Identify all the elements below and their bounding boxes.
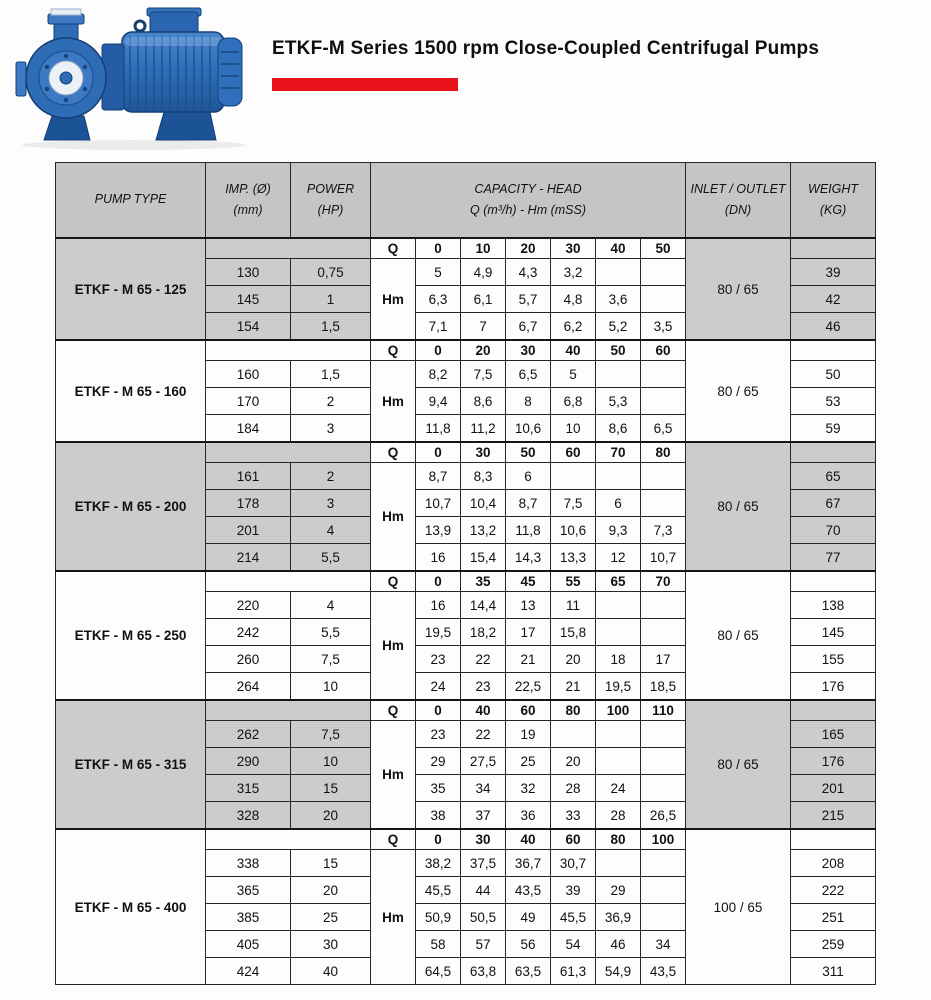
- blank-cell: [791, 238, 876, 259]
- col-header-inlet-outlet: INLET / OUTLET (DN): [686, 163, 791, 239]
- q-header-row: [56, 238, 876, 259]
- header-area: [0, 0, 931, 160]
- q-value-cell: 70: [596, 442, 641, 463]
- pump-type-cell: ETKF - M 65 - 200: [56, 442, 206, 571]
- q-value-cell: 30: [506, 340, 551, 361]
- weight-cell: 46: [791, 313, 876, 341]
- hm-label-cell: Hm: [371, 361, 416, 443]
- capacity-cell: 9,4: [416, 388, 461, 415]
- capacity-cell: 11,2: [461, 415, 506, 443]
- q-header-row: [56, 829, 876, 850]
- capacity-cell: 28: [551, 775, 596, 802]
- power-cell: 5,5: [291, 544, 371, 572]
- capacity-cell: 32: [506, 775, 551, 802]
- power-cell: 10: [291, 748, 371, 775]
- capacity-cell: 23: [416, 721, 461, 748]
- capacity-cell: 46: [596, 931, 641, 958]
- capacity-cell: 5: [551, 361, 596, 388]
- q-header-row: [56, 700, 876, 721]
- capacity-cell: 8,2: [416, 361, 461, 388]
- capacity-cell: 64,5: [416, 958, 461, 985]
- q-value-cell: 0: [416, 238, 461, 259]
- capacity-cell: 6,5: [641, 415, 686, 443]
- impeller-cell: 424: [206, 958, 291, 985]
- power-cell: 4: [291, 517, 371, 544]
- q-value-cell: 65: [596, 571, 641, 592]
- impeller-cell: 160: [206, 361, 291, 388]
- capacity-cell: [641, 259, 686, 286]
- weight-cell: 145: [791, 619, 876, 646]
- capacity-cell: 10,7: [641, 544, 686, 572]
- impeller-cell: 170: [206, 388, 291, 415]
- capacity-cell: 43,5: [641, 958, 686, 985]
- q-value-cell: 80: [596, 829, 641, 850]
- power-cell: 25: [291, 904, 371, 931]
- capacity-cell: 7,3: [641, 517, 686, 544]
- capacity-cell: 13,3: [551, 544, 596, 572]
- hm-label-cell: Hm: [371, 850, 416, 985]
- q-value-cell: 35: [461, 571, 506, 592]
- power-cell: 0,75: [291, 259, 371, 286]
- power-cell: 10: [291, 673, 371, 701]
- capacity-cell: 38,2: [416, 850, 461, 877]
- q-value-cell: 110: [641, 700, 686, 721]
- power-cell: 3: [291, 415, 371, 443]
- capacity-cell: 22,5: [506, 673, 551, 701]
- blank-cell: [791, 829, 876, 850]
- capacity-cell: 36: [506, 802, 551, 830]
- weight-cell: 53: [791, 388, 876, 415]
- col-header-capacity-head: CAPACITY - HEAD Q (m³/h) - Hm (mSS): [371, 163, 686, 239]
- hm-label-cell: Hm: [371, 721, 416, 830]
- capacity-cell: 50,9: [416, 904, 461, 931]
- capacity-cell: 8,7: [506, 490, 551, 517]
- weight-cell: 251: [791, 904, 876, 931]
- capacity-cell: 6,8: [551, 388, 596, 415]
- capacity-cell: [641, 721, 686, 748]
- capacity-cell: 29: [596, 877, 641, 904]
- table-body: [56, 238, 876, 985]
- capacity-cell: 45,5: [416, 877, 461, 904]
- q-value-cell: 55: [551, 571, 596, 592]
- capacity-cell: 7,5: [551, 490, 596, 517]
- table-header-row: [56, 163, 876, 239]
- impeller-cell: 214: [206, 544, 291, 572]
- capacity-cell: 4,9: [461, 259, 506, 286]
- pump-type-cell: ETKF - M 65 - 250: [56, 571, 206, 700]
- pump-type-cell: ETKF - M 65 - 315: [56, 700, 206, 829]
- capacity-cell: 22: [461, 721, 506, 748]
- capacity-cell: 10,6: [551, 517, 596, 544]
- power-cell: 5,5: [291, 619, 371, 646]
- capacity-cell: [551, 463, 596, 490]
- power-cell: 15: [291, 775, 371, 802]
- q-value-cell: 50: [641, 238, 686, 259]
- capacity-cell: 10,6: [506, 415, 551, 443]
- q-value-cell: 45: [506, 571, 551, 592]
- q-value-cell: 60: [506, 700, 551, 721]
- capacity-cell: 38: [416, 802, 461, 830]
- capacity-cell: 15,4: [461, 544, 506, 572]
- col-header-power: POWER (HP): [291, 163, 371, 239]
- q-label-cell: Q: [371, 340, 416, 361]
- weight-cell: 59: [791, 415, 876, 443]
- capacity-cell: [596, 748, 641, 775]
- weight-cell: 42: [791, 286, 876, 313]
- capacity-cell: 13: [506, 592, 551, 619]
- weight-cell: 65: [791, 463, 876, 490]
- capacity-cell: 10: [551, 415, 596, 443]
- weight-cell: 39: [791, 259, 876, 286]
- capacity-cell: 5,7: [506, 286, 551, 313]
- capacity-cell: 54: [551, 931, 596, 958]
- capacity-cell: 12: [596, 544, 641, 572]
- impeller-cell: 315: [206, 775, 291, 802]
- capacity-cell: 36,9: [596, 904, 641, 931]
- q-value-cell: 0: [416, 829, 461, 850]
- capacity-cell: 18: [596, 646, 641, 673]
- q-header-row: [56, 340, 876, 361]
- col-header-impeller: IMP. (Ø) (mm): [206, 163, 291, 239]
- capacity-cell: [596, 463, 641, 490]
- capacity-cell: [596, 721, 641, 748]
- power-cell: 20: [291, 802, 371, 830]
- q-header-row: [56, 442, 876, 463]
- power-cell: 4: [291, 592, 371, 619]
- impeller-cell: 161: [206, 463, 291, 490]
- q-value-cell: 20: [461, 340, 506, 361]
- q-value-cell: 70: [641, 571, 686, 592]
- impeller-cell: 385: [206, 904, 291, 931]
- q-value-cell: 60: [551, 829, 596, 850]
- capacity-cell: 13,9: [416, 517, 461, 544]
- capacity-cell: 11,8: [416, 415, 461, 443]
- impeller-cell: 184: [206, 415, 291, 443]
- capacity-cell: 6,3: [416, 286, 461, 313]
- power-cell: 3: [291, 490, 371, 517]
- capacity-cell: 5,2: [596, 313, 641, 341]
- blank-cell: [206, 829, 371, 850]
- capacity-cell: [641, 619, 686, 646]
- capacity-cell: 4,8: [551, 286, 596, 313]
- capacity-cell: 6,2: [551, 313, 596, 341]
- capacity-cell: 49: [506, 904, 551, 931]
- capacity-cell: 8,7: [416, 463, 461, 490]
- capacity-cell: [641, 748, 686, 775]
- pump-type-cell: ETKF - M 65 - 400: [56, 829, 206, 985]
- capacity-cell: 50,5: [461, 904, 506, 931]
- capacity-cell: 6,5: [506, 361, 551, 388]
- capacity-cell: [641, 775, 686, 802]
- capacity-cell: 34: [641, 931, 686, 958]
- q-value-cell: 100: [596, 700, 641, 721]
- capacity-cell: 33: [551, 802, 596, 830]
- blank-cell: [206, 238, 371, 259]
- q-value-cell: 40: [551, 340, 596, 361]
- q-value-cell: 0: [416, 442, 461, 463]
- capacity-cell: 39: [551, 877, 596, 904]
- capacity-cell: 7,5: [461, 361, 506, 388]
- capacity-cell: 15,8: [551, 619, 596, 646]
- q-value-cell: 30: [551, 238, 596, 259]
- impeller-cell: 290: [206, 748, 291, 775]
- capacity-cell: 6: [596, 490, 641, 517]
- q-value-cell: 50: [596, 340, 641, 361]
- power-cell: 1: [291, 286, 371, 313]
- impeller-cell: 262: [206, 721, 291, 748]
- capacity-cell: 58: [416, 931, 461, 958]
- capacity-cell: [641, 361, 686, 388]
- capacity-cell: 35: [416, 775, 461, 802]
- q-label-cell: Q: [371, 700, 416, 721]
- q-value-cell: 20: [506, 238, 551, 259]
- capacity-cell: 13,2: [461, 517, 506, 544]
- pump-type-cell: ETKF - M 65 - 160: [56, 340, 206, 442]
- inlet-outlet-cell: 100 / 65: [686, 829, 791, 985]
- blank-cell: [206, 442, 371, 463]
- blank-cell: [791, 442, 876, 463]
- capacity-cell: 63,5: [506, 958, 551, 985]
- capacity-cell: 16: [416, 592, 461, 619]
- capacity-cell: 4,3: [506, 259, 551, 286]
- capacity-cell: 29: [416, 748, 461, 775]
- capacity-cell: [641, 463, 686, 490]
- capacity-cell: 7: [461, 313, 506, 341]
- capacity-cell: 23: [461, 673, 506, 701]
- capacity-cell: 26,5: [641, 802, 686, 830]
- capacity-cell: 43,5: [506, 877, 551, 904]
- capacity-cell: 54,9: [596, 958, 641, 985]
- capacity-cell: 34: [461, 775, 506, 802]
- capacity-cell: 56: [506, 931, 551, 958]
- q-value-cell: 80: [641, 442, 686, 463]
- inlet-outlet-cell: 80 / 65: [686, 238, 791, 340]
- capacity-cell: [641, 388, 686, 415]
- capacity-cell: 6,7: [506, 313, 551, 341]
- blank-cell: [206, 340, 371, 361]
- capacity-cell: 11: [551, 592, 596, 619]
- capacity-cell: 8,3: [461, 463, 506, 490]
- capacity-cell: 9,3: [596, 517, 641, 544]
- weight-cell: 50: [791, 361, 876, 388]
- weight-cell: 215: [791, 802, 876, 830]
- col-header-pump-type: PUMP TYPE: [56, 163, 206, 239]
- capacity-cell: 19,5: [416, 619, 461, 646]
- weight-cell: 77: [791, 544, 876, 572]
- capacity-cell: 10,7: [416, 490, 461, 517]
- capacity-cell: 17: [506, 619, 551, 646]
- red-accent-bar: [272, 78, 458, 91]
- power-cell: 2: [291, 463, 371, 490]
- capacity-cell: 3,2: [551, 259, 596, 286]
- inlet-outlet-cell: 80 / 65: [686, 700, 791, 829]
- inlet-outlet-cell: 80 / 65: [686, 442, 791, 571]
- capacity-cell: [596, 361, 641, 388]
- capacity-cell: 37,5: [461, 850, 506, 877]
- pump-type-cell: ETKF - M 65 - 125: [56, 238, 206, 340]
- impeller-cell: 145: [206, 286, 291, 313]
- capacity-cell: 28: [596, 802, 641, 830]
- capacity-cell: 16: [416, 544, 461, 572]
- capacity-cell: [641, 286, 686, 313]
- capacity-cell: 24: [596, 775, 641, 802]
- q-value-cell: 0: [416, 340, 461, 361]
- weight-cell: 67: [791, 490, 876, 517]
- q-label-cell: Q: [371, 238, 416, 259]
- q-value-cell: 30: [461, 829, 506, 850]
- weight-cell: 155: [791, 646, 876, 673]
- capacity-cell: [551, 721, 596, 748]
- impeller-cell: 405: [206, 931, 291, 958]
- capacity-cell: [641, 592, 686, 619]
- q-value-cell: 80: [551, 700, 596, 721]
- capacity-cell: 5,3: [596, 388, 641, 415]
- capacity-cell: 3,6: [596, 286, 641, 313]
- q-value-cell: 100: [641, 829, 686, 850]
- hm-label-cell: Hm: [371, 592, 416, 701]
- q-value-cell: 50: [506, 442, 551, 463]
- capacity-cell: 10,4: [461, 490, 506, 517]
- q-label-cell: Q: [371, 442, 416, 463]
- weight-cell: 165: [791, 721, 876, 748]
- capacity-cell: [641, 904, 686, 931]
- q-value-cell: 60: [551, 442, 596, 463]
- capacity-cell: 14,3: [506, 544, 551, 572]
- capacity-cell: 22: [461, 646, 506, 673]
- capacity-cell: 57: [461, 931, 506, 958]
- capacity-cell: 6: [506, 463, 551, 490]
- capacity-cell: 20: [551, 748, 596, 775]
- impeller-cell: 264: [206, 673, 291, 701]
- inlet-outlet-cell: 80 / 65: [686, 340, 791, 442]
- capacity-cell: 8: [506, 388, 551, 415]
- capacity-cell: 6,1: [461, 286, 506, 313]
- weight-cell: 222: [791, 877, 876, 904]
- power-cell: 1,5: [291, 313, 371, 341]
- capacity-cell: 14,4: [461, 592, 506, 619]
- capacity-cell: 18,2: [461, 619, 506, 646]
- hm-label-cell: Hm: [371, 259, 416, 341]
- capacity-cell: 3,5: [641, 313, 686, 341]
- weight-cell: 201: [791, 775, 876, 802]
- col-header-weight: WEIGHT (KG): [791, 163, 876, 239]
- capacity-cell: [596, 592, 641, 619]
- capacity-cell: 21: [551, 673, 596, 701]
- impeller-cell: 338: [206, 850, 291, 877]
- q-value-cell: 0: [416, 700, 461, 721]
- page-title: ETKF-M Series 1500 rpm Close-Coupled Centrifugal Pumps: [272, 38, 820, 59]
- impeller-cell: 242: [206, 619, 291, 646]
- q-value-cell: 40: [596, 238, 641, 259]
- capacity-cell: [641, 490, 686, 517]
- capacity-cell: [641, 850, 686, 877]
- pump-product-image: [14, 4, 264, 152]
- capacity-cell: 24: [416, 673, 461, 701]
- capacity-cell: 30,7: [551, 850, 596, 877]
- weight-cell: 70: [791, 517, 876, 544]
- impeller-cell: 154: [206, 313, 291, 341]
- capacity-cell: 19,5: [596, 673, 641, 701]
- blank-cell: [791, 700, 876, 721]
- power-cell: 20: [291, 877, 371, 904]
- capacity-cell: 63,8: [461, 958, 506, 985]
- blank-cell: [206, 571, 371, 592]
- blank-cell: [791, 571, 876, 592]
- capacity-cell: 5: [416, 259, 461, 286]
- power-cell: 1,5: [291, 361, 371, 388]
- q-value-cell: 40: [461, 700, 506, 721]
- capacity-cell: 11,8: [506, 517, 551, 544]
- weight-cell: 138: [791, 592, 876, 619]
- impeller-cell: 220: [206, 592, 291, 619]
- q-value-cell: 10: [461, 238, 506, 259]
- capacity-cell: 36,7: [506, 850, 551, 877]
- power-cell: 30: [291, 931, 371, 958]
- spec-table: [55, 162, 876, 985]
- impeller-cell: 328: [206, 802, 291, 830]
- capacity-cell: 25: [506, 748, 551, 775]
- weight-cell: 176: [791, 748, 876, 775]
- impeller-cell: 201: [206, 517, 291, 544]
- weight-cell: 208: [791, 850, 876, 877]
- q-label-cell: Q: [371, 571, 416, 592]
- power-cell: 2: [291, 388, 371, 415]
- impeller-cell: 130: [206, 259, 291, 286]
- q-value-cell: 0: [416, 571, 461, 592]
- capacity-cell: 20: [551, 646, 596, 673]
- q-value-cell: 40: [506, 829, 551, 850]
- weight-cell: 311: [791, 958, 876, 985]
- q-label-cell: Q: [371, 829, 416, 850]
- blank-cell: [206, 700, 371, 721]
- capacity-cell: 17: [641, 646, 686, 673]
- power-cell: 7,5: [291, 721, 371, 748]
- weight-cell: 176: [791, 673, 876, 701]
- capacity-cell: 7,1: [416, 313, 461, 341]
- capacity-cell: 18,5: [641, 673, 686, 701]
- capacity-cell: 8,6: [596, 415, 641, 443]
- capacity-cell: 21: [506, 646, 551, 673]
- q-value-cell: 60: [641, 340, 686, 361]
- capacity-cell: 44: [461, 877, 506, 904]
- capacity-cell: 61,3: [551, 958, 596, 985]
- q-value-cell: 30: [461, 442, 506, 463]
- impeller-cell: 260: [206, 646, 291, 673]
- blank-cell: [791, 340, 876, 361]
- power-cell: 15: [291, 850, 371, 877]
- capacity-cell: 23: [416, 646, 461, 673]
- capacity-cell: 37: [461, 802, 506, 830]
- capacity-cell: [596, 619, 641, 646]
- capacity-cell: 8,6: [461, 388, 506, 415]
- q-header-row: [56, 571, 876, 592]
- power-cell: 7,5: [291, 646, 371, 673]
- hm-label-cell: Hm: [371, 463, 416, 572]
- capacity-cell: 19: [506, 721, 551, 748]
- capacity-cell: [596, 850, 641, 877]
- capacity-cell: 27,5: [461, 748, 506, 775]
- inlet-outlet-cell: 80 / 65: [686, 571, 791, 700]
- capacity-cell: [641, 877, 686, 904]
- power-cell: 40: [291, 958, 371, 985]
- capacity-cell: [596, 259, 641, 286]
- capacity-cell: 45,5: [551, 904, 596, 931]
- impeller-cell: 178: [206, 490, 291, 517]
- weight-cell: 259: [791, 931, 876, 958]
- impeller-cell: 365: [206, 877, 291, 904]
